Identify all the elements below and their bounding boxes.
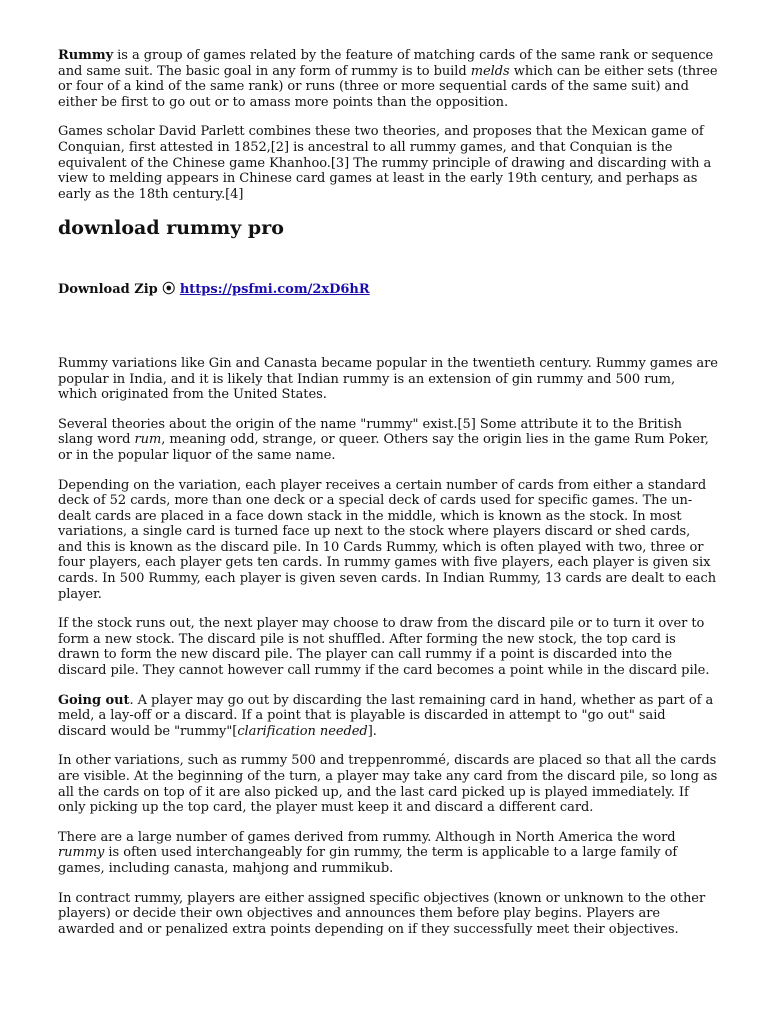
paragraph-parlett: Games scholar David Parlett combines these two theories, and proposes that the Mexican game of Conquian, first attested in 1852,[2] is ancestral to all rummy games, and that Conquian is the equivalent of the Chinese game Khanhoo.[3] The rummy principle of drawing and discarding with a view to melding appears in Chinese card games at least in the early 19th century, and perhaps as early as the 18th century.[4] (58, 124, 712, 202)
paragraph-origin-text-a: Several theories about the origin of the name "rummy" exist.[5] Some attribute it to the British slang word (58, 416, 682, 448)
paragraph-intro (58, 48, 718, 110)
term-rummy-italic: rummy (58, 845, 105, 861)
paragraph-other-variations: In other variations, such as rummy 500 and treppenrommé, discards are placed so that all the cards are visible. At the beginning of the turn, a player may take any card from the discard pile, so long as all the cards on top of it are also picked up, and the last card picked up is played immediately. If only picking up the top card, the player must keep it and discard a different card. (58, 753, 718, 816)
clarification-needed: clarification needed (237, 723, 368, 739)
download-line (58, 282, 718, 298)
download-glyph-icon: ⦿ (162, 282, 176, 298)
download-label: Download Zip (58, 282, 158, 298)
paragraph-variations: Rummy variations like Gin and Canasta became popular in the twentieth century. Rummy games are popular in India, and it is likely that Indian rummy is an extension of gin rummy and 500 rum, which originated from the United States. (58, 355, 718, 403)
paragraph-stock: If the stock runs out, the next player may choose to draw from the discard pile or to turn it over to form a new stock. The discard pile is not shuffled. After forming the new stock, the top card is drawn to form the new discard pile. The player can call rummy if a point is discarded into the discard pile. They cannot however call rummy if the card becomes a point while in the discard pile. (58, 616, 710, 679)
paragraph-origin (58, 417, 718, 464)
paragraph-intro-text-b: which can be either sets (three or four of a kind of the same rank) or runs (three or more sequential cards of the same suit) and either be first to go out or to amass more points than the opposition. (58, 63, 718, 110)
paragraph-contract-rummy: In contract rummy, players are either assigned specific objectives (known or unknown to the other players) or decide their own objectives and announces them before play begins. Players are awarded and or penalized extra points depending on if they successfully meet their objectives. (58, 890, 706, 937)
term-rummy: Rummy (58, 48, 114, 63)
download-link[interactable]: https://psfmi.com/2xD6hR (179, 282, 370, 298)
paragraph-derived-text-a: There are a large number of games derived from rummy. Although in North America the word (58, 829, 676, 845)
paragraph-going-out-text-b: ]. (367, 723, 377, 739)
paragraph-intro-text-a: is a group of games related by the feature of matching cards of the same rank or sequence and same suit. The basic goal in any form of rummy is to build (58, 48, 714, 79)
paragraph-going-out-text-a: . A player may go out by discarding the last remaining card in hand, whether as part of a meld, a lay-off or a discard. If a point that is playable is discarded in attempt to "go out" said discard would be "rummy"[ (58, 692, 714, 739)
paragraph-derived-text-b: is often used interchangeably for gin rummy, the term is applicable to a large family of games, including canasta, mahjong and rummikub. (58, 845, 678, 876)
term-melds: melds (470, 63, 510, 79)
spacer (58, 298, 718, 356)
paragraph-derived-games (58, 830, 718, 877)
page-heading: download rummy pro (58, 217, 284, 240)
paragraph-dealing: Depending on the variation, each player receives a certain number of cards from either a standard deck of 52 cards, more than one deck or a special deck of cards used for specific games. The un-dealt cards are placed in a face down stack in the middle, which is known as the stock. In most variations, a single card is turned face up next to the stock where players discard or shed cards, and this is known as the discard pile. In 10 Cards Rummy, which is often played with two, three or four players, each player gets ten cards. In rummy games with five players, each player is given six cards. In 500 Rummy, each player is given seven cards. In Indian Rummy, 13 cards are dealt to each player. (58, 477, 717, 602)
paragraph-going-out (58, 693, 718, 740)
paragraph-origin-text-b: , meaning odd, strange, or queer. Others say the origin lies in the game Rum Poker, or in the popular liquor of the same name. (58, 432, 709, 463)
article-body (58, 48, 718, 951)
term-rum: rum (134, 432, 162, 448)
term-going-out: Going out (58, 692, 130, 708)
